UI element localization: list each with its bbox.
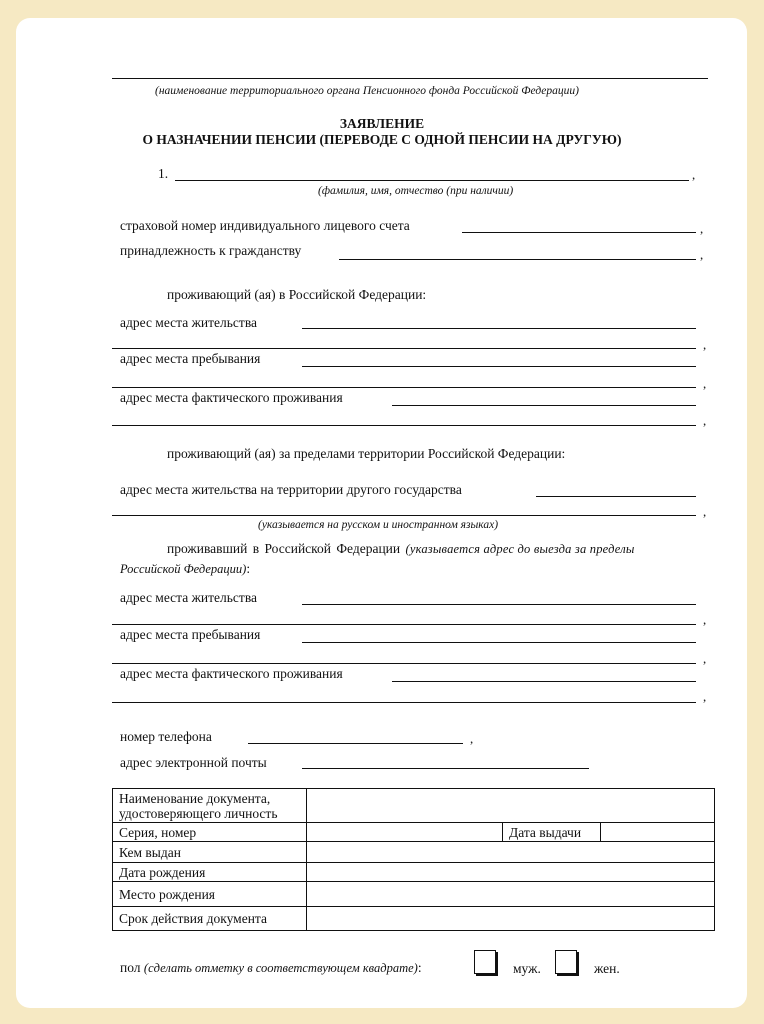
- snils-line[interactable]: [462, 232, 696, 233]
- former-residence-line-1[interactable]: [302, 604, 696, 605]
- table-row: [113, 823, 715, 842]
- doc-name-label: [113, 789, 307, 823]
- abroad-caption: (указывается на русском и иностранном языках): [258, 519, 499, 531]
- comma: ,: [692, 167, 696, 182]
- residence-line-2[interactable]: [112, 348, 696, 349]
- abroad-address-label: адрес места жительства на территории другого государства: [120, 482, 462, 497]
- abroad-line-1[interactable]: [536, 496, 696, 497]
- former-residence-label: адрес места жительства: [120, 590, 258, 605]
- table-row: [113, 863, 715, 882]
- doc-name-cell[interactable]: [307, 789, 715, 823]
- comma: ,: [703, 651, 707, 666]
- issued-by-cell[interactable]: [307, 842, 715, 863]
- doc-name-label-1: Наименование документа,: [119, 790, 271, 806]
- comma: ,: [703, 337, 707, 352]
- birth-place-cell[interactable]: [307, 882, 715, 907]
- residence-line-1[interactable]: [302, 328, 696, 329]
- fio-line[interactable]: [175, 180, 689, 181]
- former-stay-line-2[interactable]: [112, 663, 696, 664]
- series-label: Серия, номер: [113, 823, 307, 842]
- comma: ,: [703, 413, 707, 428]
- comma: ,: [700, 221, 704, 236]
- male-label: муж.: [513, 961, 541, 976]
- org-name-line[interactable]: [112, 78, 708, 79]
- email-line[interactable]: [302, 768, 589, 769]
- comma: ,: [700, 247, 704, 262]
- series-cell[interactable]: [307, 823, 503, 842]
- table-row: [113, 882, 715, 907]
- stay-label: адрес места пребывания: [120, 351, 261, 366]
- birth-place-label: Место рождения: [113, 882, 307, 907]
- actual-label: адрес места фактического проживания: [120, 390, 343, 405]
- rf-residence-heading: проживающий (ая) в Российской Федерации:: [167, 287, 427, 302]
- snils-label: страховой номер индивидуального лицевого счета: [120, 218, 410, 233]
- former-stay-line-1[interactable]: [302, 642, 696, 643]
- abroad-line-2[interactable]: [112, 515, 696, 516]
- fio-caption: (фамилия, имя, отчество (при наличии): [318, 185, 514, 197]
- comma: ,: [703, 612, 707, 627]
- birth-date-cell[interactable]: [307, 863, 715, 882]
- table-row: [113, 842, 715, 863]
- comma: ,: [703, 689, 707, 704]
- stay-line-1[interactable]: [302, 366, 696, 367]
- phone-label: номер телефона: [120, 729, 212, 744]
- former-residence-line-2[interactable]: [112, 624, 696, 625]
- former-rf-heading-note: (указывается адрес до выезда за пределы: [405, 542, 635, 556]
- female-checkbox[interactable]: [555, 950, 577, 974]
- table-row: [113, 907, 715, 931]
- phone-line[interactable]: [248, 743, 463, 744]
- actual-line-1[interactable]: [392, 405, 696, 406]
- comma: ,: [703, 504, 707, 519]
- org-caption: (наименование территориального органа Пенсионного фонда Российской Федерации): [155, 85, 579, 97]
- stay-line-2[interactable]: [112, 387, 696, 388]
- former-actual-line-2[interactable]: [112, 702, 696, 703]
- form-title: ЗАЯВЛЕНИЕ: [339, 116, 425, 131]
- email-label: адрес электронной почты: [120, 755, 267, 770]
- former-rf-heading-main: проживавший в Российской Федерации: [167, 541, 401, 556]
- former-stay-label: адрес места пребывания: [120, 627, 261, 642]
- validity-cell[interactable]: [307, 907, 715, 931]
- gender-label: пол: [120, 960, 141, 975]
- issue-date-cell[interactable]: [601, 823, 715, 842]
- comma: ,: [703, 376, 707, 391]
- former-rf-heading: [167, 541, 635, 557]
- form-subtitle: О НАЗНАЧЕНИИ ПЕНСИИ (ПЕРЕВОДЕ С ОДНОЙ ПЕНСИИ НА ДРУГУЮ): [142, 132, 622, 147]
- former-actual-line-1[interactable]: [392, 681, 696, 682]
- actual-line-2[interactable]: [112, 425, 696, 426]
- birth-date-label: Дата рождения: [113, 863, 307, 882]
- identity-document-table: [112, 788, 715, 931]
- doc-name-label-2: удостоверяющего личность: [119, 805, 278, 821]
- former-actual-label: адрес места фактического проживания: [120, 666, 343, 681]
- residence-label: адрес места жительства: [120, 315, 258, 330]
- table-row: [113, 789, 715, 823]
- colon: :: [246, 561, 251, 576]
- female-label: жен.: [594, 961, 620, 976]
- issued-by-label: Кем выдан: [113, 842, 307, 863]
- abroad-heading: проживающий (ая) за пределами территории Российской Федерации:: [167, 446, 566, 461]
- male-checkbox[interactable]: [474, 950, 496, 974]
- validity-label: Срок действия документа: [113, 907, 307, 931]
- former-rf-heading-note-2: Российской Федерации): [120, 562, 247, 576]
- colon: :: [417, 960, 422, 975]
- citizenship-line[interactable]: [339, 259, 696, 260]
- gender-hint: (сделать отметку в соответствующем квадрате): [143, 961, 418, 975]
- comma: ,: [470, 731, 474, 746]
- item-number: 1.: [158, 166, 169, 181]
- former-rf-heading-cont: [120, 561, 250, 577]
- gender-row: [120, 960, 422, 976]
- citizenship-label: принадлежность к гражданству: [120, 243, 302, 258]
- issue-date-label: Дата выдачи: [503, 823, 601, 842]
